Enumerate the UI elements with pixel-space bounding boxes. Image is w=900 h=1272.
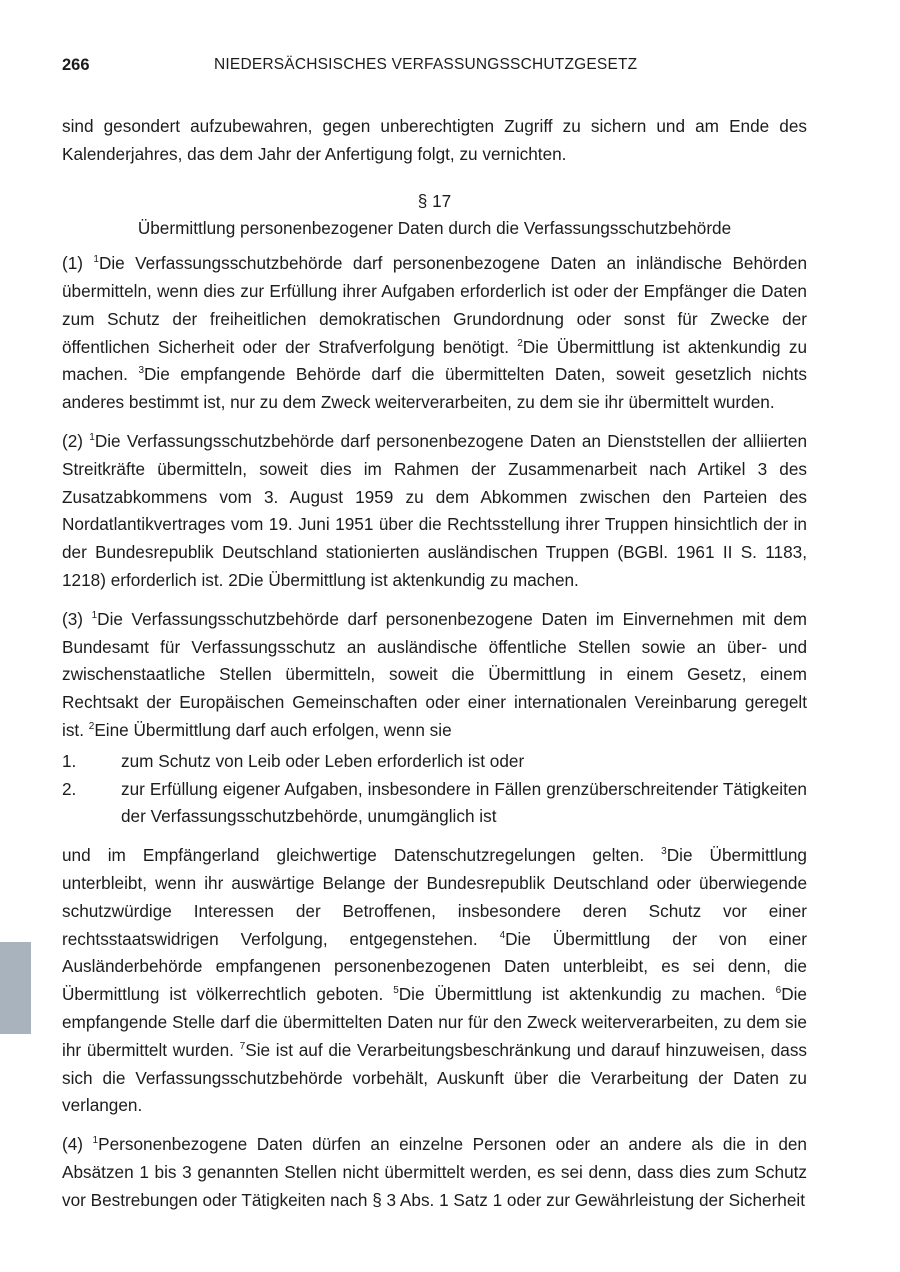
numbered-list (62, 748, 807, 831)
sentence-number: 4 (499, 929, 506, 941)
list-text: zum Schutz von Leib oder Leben erforderlich ist oder (121, 750, 525, 771)
sentence: Die Übermittlung ist aktenkundig zu machen. (398, 984, 776, 1005)
sentence: Die empfangende Behörde darf die übermittelten Daten, soweit gesetzlich nichts anderes bestimmt ist, nur zu dem Zweck weiterverarbeiten, zu dem sie ihr übermittelt wurden. (62, 364, 808, 413)
list-item (62, 748, 807, 776)
sentence-number: 1 (91, 609, 98, 621)
list-number: 2. (62, 778, 77, 799)
sentence-number: 1 (93, 254, 99, 266)
sentence: Die Übermittlung unterbleibt, wenn ihr auswärtige Belange der Bundesrepublik Deutschland oder überwiegende schutzwürdige Interessen der Betroffenen, insbesondere deren Schutz vor einer rechtsstaatswidrigen Verfolgung, entgegenstehen. (62, 845, 807, 949)
sentence-number: 3 (138, 365, 144, 377)
sentence-number: 1 (92, 1135, 99, 1147)
sentence-number: 1 (89, 431, 95, 443)
list-item (62, 776, 807, 832)
sentence-number: 2 (88, 720, 95, 732)
sentence: Die empfangende Stelle darf die übermittelten Daten nur für den Zweck weiterverarbeiten, zu dem sie ihr übermittelt wurden. (62, 984, 807, 1060)
sentence: Die Verfassungsschutzbehörde darf personenbezogene Daten an Dienststellen der alliierten Streitkräfte übermitteln, soweit dies im Rahmen der Zusammenarbeit nach Artikel 3 des Zusatzabkommens vom 3. August 1959 zu dem Abkommen zwischen den Parteien des Nordatlantikvertrages vom 19. Juni 1951 über die Rechtsstellung ihrer Truppen hinsichtlich der in der Bundesrepublik Deutschland stationierten ausländischen Truppen (BGBl. 1961 II S. 1183, 1218) erforderlich ist. 2Die Übermittlung ist aktenkundig zu machen. (62, 430, 808, 590)
list-text: zur Erfüllung eigener Aufgaben, insbesondere in Fällen grenzüberschreitender Tätigkeiten der Verfassungsschutzbehörde, unumgänglich ist (121, 778, 807, 827)
sentence-number: 5 (393, 985, 399, 997)
paragraph-4 (62, 1131, 807, 1214)
sentence: Eine Übermittlung darf auch erfolgen, wenn sie (94, 719, 452, 740)
page-header (62, 56, 842, 80)
sentence: Die Verfassungsschutzbehörde darf personenbezogene Daten im Einvernehmen mit dem Bundesamt für Verfassungsschutz an ausländische öffentliche Stellen sowie an über- und zwischenstaatliche Stellen übermitteln, soweit die Übermittlung in einem Gesetz, einem Rechtsakt der Europäischen Gemeinschaften oder einer internationalen Vereinbarung geregelt ist. (62, 608, 807, 740)
section-number: § 17 (417, 190, 452, 211)
sentence: Die Verfassungsschutzbehörde darf personenbezogene Daten an inländische Behörden übermitteln, wenn dies zur Erfüllung ihrer Aufgaben erforderlich ist oder der Empfänger die Daten zum Schutz der freiheitlichen demokratischen Grundordnung oder sonst für Zwecke der öffentlichen Sicherheit oder der Strafverfolgung benötigt. (62, 253, 808, 357)
sentence-number: 6 (775, 985, 782, 997)
sentence: Sie ist auf die Verarbeitungsbeschränkung und darauf hinzuweisen, dass sich die Verfassungsschutzbehörde vorbehält, Auskunft über die Verarbeitung der Daten zu verlangen. (62, 1039, 808, 1116)
running-title: NIEDERSÄCHSISCHES VERFASSUNGSSCHUTZGESETZ (214, 56, 638, 73)
section-title: Übermittlung personenbezogener Daten durch die Verfassungsschutzbehörde (137, 218, 732, 239)
paragraph-label: (1) (62, 253, 94, 274)
list-number: 1. (62, 750, 77, 771)
paragraph-3 (62, 606, 807, 745)
sentence-number: 3 (661, 846, 667, 858)
sentence: Personenbezogene Daten dürfen an einzelne Personen oder an andere als die in den Absätzen 1 bis 3 genannten Stellen nicht übermittelt werden, es sei denn, dass dies zum Schutz vor Bestrebungen oder Tätigkeiten nach § 3 Abs. 1 Satz 1 oder zur Gewährleistung der Sicherheit (62, 1134, 807, 1210)
sentence: Die Übermittlung ist aktenkundig zu machen. (62, 336, 808, 385)
paragraph-label: (2) (62, 430, 90, 451)
chapter-thumb-tab (0, 942, 31, 1034)
sentence: Die Übermittlung der von einer Ausländerbehörde empfangenen personenbezogenen Daten unterbleibt, es sei denn, die Übermittlung ist völkerrechtlich geboten. (62, 928, 807, 1005)
sentence: und im Empfängerland gleichwertige Datenschutzregelungen gelten. (62, 845, 662, 866)
sentence-number: 2 (517, 337, 523, 349)
page-body (62, 113, 807, 1214)
paragraph-1 (62, 250, 807, 417)
intro-paragraph: sind gesondert aufzubewahren, gegen unberechtigten Zugriff zu sichern und am Ende des Kalenderjahres, das dem Jahr der Anfertigung folgt, zu vernichten. (62, 116, 807, 164)
paragraph-label: (3) (62, 608, 92, 629)
page-number: 266 (62, 56, 90, 74)
paragraph-3-continued (62, 842, 807, 1120)
sentence-number: 7 (239, 1040, 246, 1052)
paragraph-label: (4) (62, 1134, 93, 1155)
paragraph-2 (62, 428, 807, 595)
